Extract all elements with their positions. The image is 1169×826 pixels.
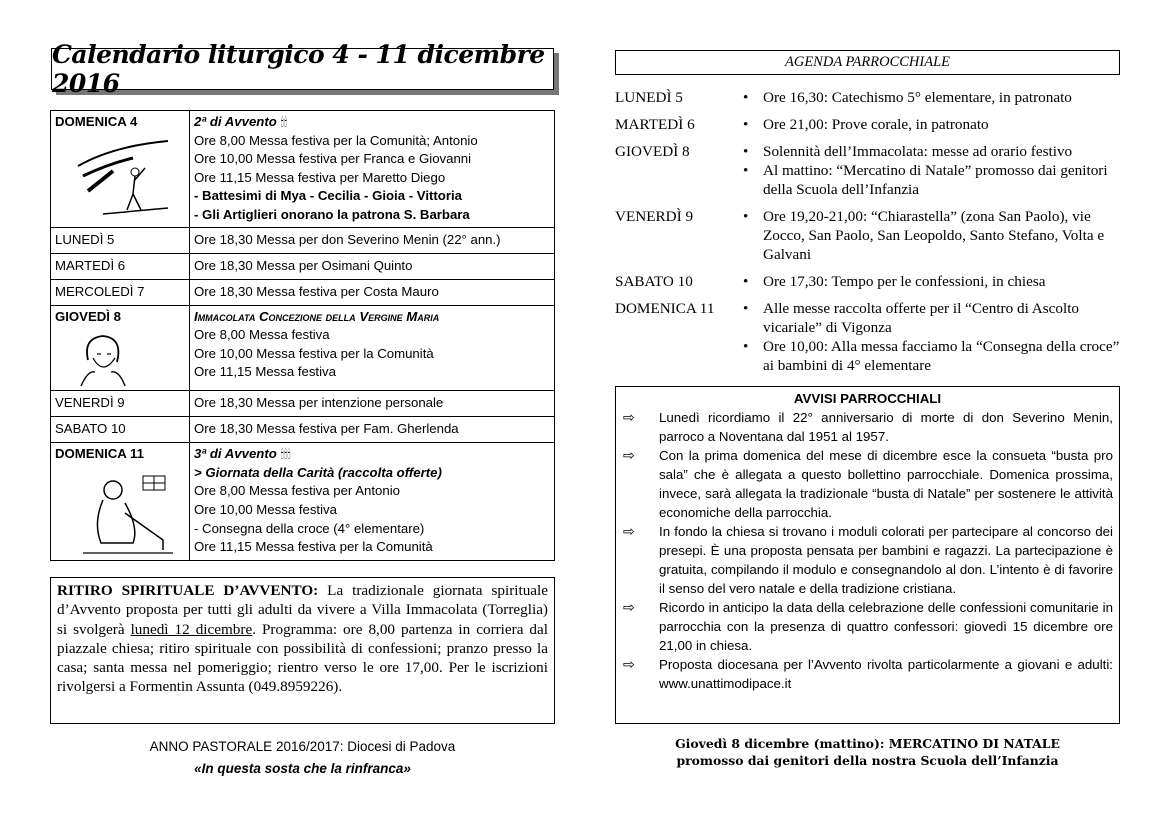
- agenda-item: • Ore 17,30: Tempo per le confessioni, in chiesa: [741, 272, 1120, 291]
- liturgical-calendar-table: [50, 110, 555, 561]
- agenda-row: [615, 272, 1120, 291]
- mass-line: Ore 10,00 Messa festiva per la Comunità: [194, 345, 434, 361]
- arrow-right-icon: ⇨: [623, 656, 635, 672]
- advent-candles-icon: 🕯🕯🕯: [280, 447, 291, 462]
- retreat-notice: [50, 577, 555, 724]
- notice-item: [616, 655, 1119, 693]
- mass-line: Ore 18,30 Messa per don Severino Menin (22° ann.): [190, 227, 555, 253]
- pastoral-year-line: ANNO PASTORALE 2016/2017: Diocesi di Padova: [149, 739, 456, 754]
- agenda-list: [615, 88, 1120, 375]
- mass-line: Ore 8,00 Messa festiva per Antonio: [194, 483, 400, 499]
- mass-line: Ore 18,30 Messa festiva per Costa Mauro: [190, 279, 555, 305]
- retreat-date: lunedì 12 dicembre: [130, 620, 253, 638]
- table-row: [51, 391, 555, 417]
- baptism-line: - Battesimi di Mya - Cecilia - Gioia - Vittoria: [194, 188, 462, 204]
- arrow-right-icon: ⇨: [623, 523, 635, 539]
- agenda-row: [615, 142, 1120, 199]
- agenda-row: [615, 115, 1120, 134]
- table-row: [51, 305, 555, 391]
- mass-line: Ore 11,15 Messa festiva: [194, 364, 336, 380]
- agenda-day: SABATO 10: [615, 273, 693, 290]
- celebration-cell: [190, 111, 555, 228]
- notice-text: Proposta diocesana per l’Avvento rivolta particolarmente a giovani e adulti: www.unattimodipace.it: [659, 657, 1113, 691]
- agenda-item: • Ore 10,00: Alla messa facciamo la “Consegna della croce” ai bambini di 4° elementare: [741, 337, 1120, 375]
- charity-day-line: > Giornata della Carità (raccolta offerte): [194, 464, 442, 480]
- seated-child-illustration: [73, 468, 173, 558]
- agenda-row: [615, 299, 1120, 375]
- agenda-day: DOMENICA 11: [615, 300, 715, 317]
- mass-line: Ore 10,00 Messa festiva: [194, 501, 337, 517]
- celebration-name: 3ª di Avvento: [194, 446, 277, 462]
- mass-line: Ore 11,15 Messa festiva per la Comunità: [194, 539, 433, 555]
- agenda-day: MARTEDÌ 6: [615, 116, 695, 133]
- day-cell: [51, 443, 190, 561]
- table-row: [51, 443, 555, 561]
- day-name: MERCOLEDÌ 7: [51, 279, 190, 305]
- notice-text: Con la prima domenica del mese di dicembre esce la consueta “busta pro sala” che è allegata a questo bollettino parrocchiale. Domenica prossima, invece, sarà allegata la tradizionale “busta di Natale” per sostenere le attività economiche della parrocchia.: [659, 448, 1113, 520]
- artillery-line: - Gli Artiglieri onorano la patrona S. Barbara: [194, 206, 470, 222]
- notice-text: Lunedì ricordiamo il 22° anniversario di morte di don Severino Menin, parroco a Noventana dal 1951 al 1957.: [659, 410, 1113, 444]
- retreat-text: La tradizionale giornata spirituale d’Avvento proposta per tutti gli adulti da vivere a Villa Immacolata (Torreglia) si svolgerà: [57, 582, 548, 638]
- day-name: GIOVEDÌ 8: [55, 308, 121, 324]
- day-name: DOMENICA 11: [55, 446, 144, 462]
- day-name: SABATO 10: [51, 417, 190, 443]
- agenda-row: [615, 88, 1120, 107]
- agenda-item: • Ore 16,30: Catechismo 5° elementare, in patronato: [741, 88, 1120, 107]
- table-row: [51, 253, 555, 279]
- pastoral-motto: «In questa sosta che la rinfranca»: [194, 761, 411, 776]
- agenda-item: • Ore 21,00: Prove corale, in patronato: [741, 115, 1120, 134]
- retreat-text: . Programma: ore 8,00 partenza in corriera dal piazzale chiesa; ritiro spirituale con possibilità di confessioni; pranzo presso la casa; santa messa nel pomeriggio; rientro verso le ore 17,00. Per le iscrizioni rivolgersi a Formentin Assunta (049.8959226).: [57, 620, 548, 696]
- day-name: DOMENICA 4: [55, 114, 138, 129]
- day-name: VENERDÌ 9: [51, 391, 190, 417]
- table-row: [51, 417, 555, 443]
- christmas-market-footer: [615, 735, 1120, 769]
- notice-item: [616, 598, 1119, 655]
- mass-line: Ore 8,00 Messa festiva: [194, 327, 330, 343]
- celebration-cell: [190, 443, 555, 561]
- mass-line: Ore 18,30 Messa festiva per Fam. Gherlenda: [190, 417, 555, 443]
- day-cell: [51, 305, 190, 391]
- agenda-day: VENERDÌ 9: [615, 208, 694, 225]
- agenda-title-box: [615, 50, 1120, 75]
- agenda-item: • Al mattino: “Mercatino di Natale” promosso dai genitori della Scuola dell’Infanzia: [741, 161, 1120, 199]
- arrow-right-icon: ⇨: [623, 409, 635, 425]
- table-row: [51, 111, 555, 228]
- day-name: LUNEDÌ 5: [51, 227, 190, 253]
- agenda-day: GIOVEDÌ 8: [615, 143, 690, 160]
- retreat-heading: RITIRO SPIRITUALE D’AVVENTO:: [57, 582, 319, 599]
- agenda-item: • Ore 19,20-21,00: “Chiarastella” (zona San Paolo), vie Zocco, San Paolo, San Leopoldo, Santo Stefano, Volta e Galvani: [741, 207, 1120, 264]
- notice-item: [616, 522, 1119, 598]
- mass-line: Ore 10,00 Messa festiva per Franca e Giovanni: [194, 151, 472, 167]
- mass-line: Ore 11,15 Messa festiva per Maretto Diego: [194, 169, 446, 185]
- mass-line: Ore 8,00 Messa festiva per la Comunità; Antonio: [194, 132, 478, 148]
- figure-walking-illustration: [73, 136, 173, 216]
- market-date-line: Giovedì 8 dicembre (mattino): MERCATINO DI NATALE: [675, 736, 1060, 751]
- notice-text: Ricordo in anticipo la data della celebrazione delle confessioni comunitarie in parrocchia con la presenza di quattro confessori: giovedì 15 dicembre ore 21,00 in chiesa.: [659, 600, 1113, 653]
- agenda-title: AGENDA PARROCCHIALE: [784, 54, 950, 70]
- title-box: [51, 40, 554, 98]
- mass-line: Ore 18,30 Messa per intenzione personale: [190, 391, 555, 417]
- celebration-cell: [190, 305, 555, 391]
- notice-item: [616, 446, 1119, 522]
- cross-delivery-line: - Consegna della croce (4° elementare): [194, 520, 425, 536]
- agenda-day: LUNEDÌ 5: [615, 89, 683, 106]
- agenda-item: • Solennità dell’Immacolata: messe ad orario festivo: [741, 142, 1120, 161]
- notice-text: In fondo la chiesa si trovano i moduli colorati per partecipare al concorso dei presepi. È una proposta pensata per bambini e ragazzi. La partecipazione è gratuita, compilando il modulo e consegnandolo al don. L’intento è di favorire il senso del vero natale e della tradizione cristiana.: [659, 524, 1113, 596]
- page-title: Calendario liturgico 4 - 11 dicembre 2016: [52, 40, 545, 98]
- day-cell: [51, 111, 190, 228]
- pastoral-year-footer: [50, 736, 555, 780]
- mass-line: Ore 18,30 Messa per Osimani Quinto: [190, 253, 555, 279]
- notices-title: AVVISI PARROCCHIALI: [793, 391, 942, 406]
- advent-candles-icon: 🕯🕯: [280, 115, 288, 129]
- arrow-right-icon: ⇨: [623, 447, 635, 463]
- celebration-name: Immacolata Concezione della Vergine Maria: [194, 308, 440, 324]
- table-row: [51, 279, 555, 305]
- agenda-row: [615, 207, 1120, 264]
- table-row: [51, 227, 555, 253]
- market-organizer-line: promosso dai genitori della nostra Scuola dell’Infanzia: [676, 753, 1059, 768]
- agenda-item: • Alle messe raccolta offerte per il “Centro di Ascolto vicariale” di Vigonza: [741, 299, 1120, 337]
- mary-face-illustration: [73, 330, 133, 388]
- arrow-right-icon: ⇨: [623, 599, 635, 615]
- notice-item: [616, 408, 1119, 446]
- celebration-name: 2ª di Avvento: [194, 114, 277, 129]
- day-name: MARTEDÌ 6: [51, 253, 190, 279]
- parish-notices-box: [615, 386, 1120, 724]
